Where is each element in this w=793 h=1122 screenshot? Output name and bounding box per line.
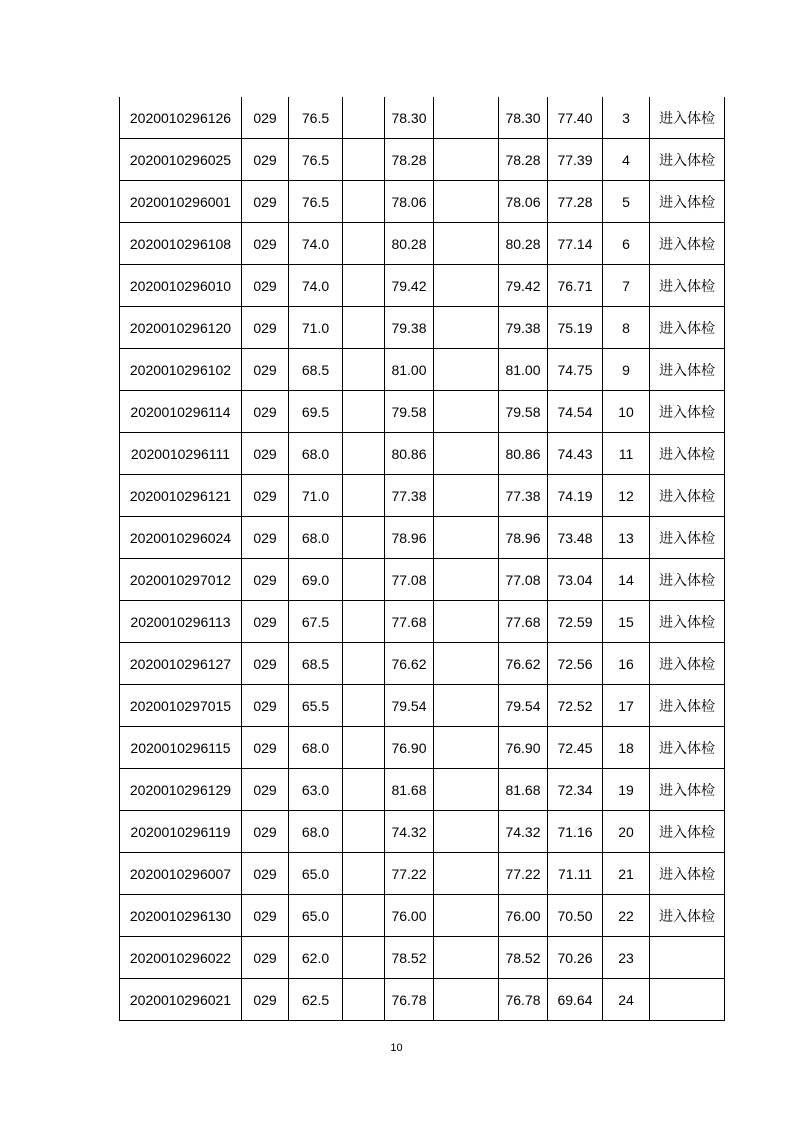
interview-score-cell: 78.06 [385, 181, 434, 223]
blank-cell [343, 895, 385, 937]
interview-score-cell: 81.00 [385, 349, 434, 391]
candidate-id-cell: 2020010296010 [120, 265, 242, 307]
interview-final-cell: 76.62 [499, 643, 548, 685]
interview-final-cell: 79.42 [499, 265, 548, 307]
position-code-cell: 029 [242, 139, 289, 181]
table-row [120, 391, 725, 433]
blank-cell [343, 517, 385, 559]
blank-cell [434, 685, 499, 727]
table-row [120, 979, 725, 1021]
status-cell: 进入体检 [650, 811, 725, 853]
rank-cell: 6 [603, 223, 650, 265]
interview-final-cell: 76.00 [499, 895, 548, 937]
blank-cell [343, 937, 385, 979]
written-score-cell: 68.0 [289, 433, 343, 475]
total-score-cell: 69.64 [548, 979, 603, 1021]
interview-final-cell: 80.28 [499, 223, 548, 265]
rank-cell: 19 [603, 769, 650, 811]
table-row [120, 265, 725, 307]
interview-final-cell: 80.86 [499, 433, 548, 475]
blank-cell [343, 181, 385, 223]
written-score-cell: 67.5 [289, 601, 343, 643]
rank-cell: 3 [603, 97, 650, 139]
blank-cell [343, 811, 385, 853]
blank-cell [343, 559, 385, 601]
position-code-cell: 029 [242, 307, 289, 349]
candidate-id-cell: 2020010296121 [120, 475, 242, 517]
status-cell: 进入体检 [650, 139, 725, 181]
candidate-id-cell: 2020010296022 [120, 937, 242, 979]
interview-score-cell: 74.32 [385, 811, 434, 853]
interview-score-cell: 76.00 [385, 895, 434, 937]
interview-final-cell: 79.58 [499, 391, 548, 433]
rank-cell: 10 [603, 391, 650, 433]
blank-cell [434, 601, 499, 643]
rank-cell: 7 [603, 265, 650, 307]
blank-cell [434, 769, 499, 811]
total-score-cell: 74.43 [548, 433, 603, 475]
written-score-cell: 74.0 [289, 265, 343, 307]
blank-cell [343, 223, 385, 265]
rank-cell: 13 [603, 517, 650, 559]
table-row [120, 139, 725, 181]
table-row [120, 937, 725, 979]
total-score-cell: 77.14 [548, 223, 603, 265]
blank-cell [434, 979, 499, 1021]
blank-cell [434, 727, 499, 769]
candidate-id-cell: 2020010296114 [120, 391, 242, 433]
interview-final-cell: 77.22 [499, 853, 548, 895]
table-row [120, 181, 725, 223]
candidate-id-cell: 2020010296007 [120, 853, 242, 895]
interview-score-cell: 79.58 [385, 391, 434, 433]
blank-cell [343, 349, 385, 391]
interview-final-cell: 78.30 [499, 97, 548, 139]
position-code-cell: 029 [242, 349, 289, 391]
position-code-cell: 029 [242, 643, 289, 685]
total-score-cell: 72.56 [548, 643, 603, 685]
interview-score-cell: 80.28 [385, 223, 434, 265]
table-row [120, 811, 725, 853]
candidate-id-cell: 2020010296126 [120, 97, 242, 139]
written-score-cell: 71.0 [289, 475, 343, 517]
blank-cell [434, 895, 499, 937]
blank-cell [343, 307, 385, 349]
candidate-id-cell: 2020010296021 [120, 979, 242, 1021]
position-code-cell: 029 [242, 895, 289, 937]
interview-final-cell: 78.28 [499, 139, 548, 181]
total-score-cell: 72.45 [548, 727, 603, 769]
rank-cell: 15 [603, 601, 650, 643]
total-score-cell: 74.19 [548, 475, 603, 517]
table-row [120, 223, 725, 265]
interview-score-cell: 80.86 [385, 433, 434, 475]
table-row [120, 643, 725, 685]
blank-cell [434, 937, 499, 979]
candidate-id-cell: 2020010296111 [120, 433, 242, 475]
position-code-cell: 029 [242, 559, 289, 601]
candidate-id-cell: 2020010297015 [120, 685, 242, 727]
written-score-cell: 68.5 [289, 349, 343, 391]
blank-cell [343, 643, 385, 685]
rank-cell: 9 [603, 349, 650, 391]
written-score-cell: 68.5 [289, 643, 343, 685]
status-cell: 进入体检 [650, 853, 725, 895]
candidate-id-cell: 2020010296119 [120, 811, 242, 853]
blank-cell [343, 139, 385, 181]
table-row [120, 727, 725, 769]
blank-cell [343, 979, 385, 1021]
written-score-cell: 68.0 [289, 517, 343, 559]
total-score-cell: 72.52 [548, 685, 603, 727]
total-score-cell: 77.28 [548, 181, 603, 223]
blank-cell [434, 811, 499, 853]
total-score-cell: 72.34 [548, 769, 603, 811]
table-row [120, 433, 725, 475]
interview-score-cell: 76.78 [385, 979, 434, 1021]
blank-cell [434, 181, 499, 223]
total-score-cell: 74.54 [548, 391, 603, 433]
interview-score-cell: 77.38 [385, 475, 434, 517]
blank-cell [434, 307, 499, 349]
written-score-cell: 65.0 [289, 895, 343, 937]
interview-score-cell: 79.38 [385, 307, 434, 349]
interview-score-cell: 78.30 [385, 97, 434, 139]
blank-cell [343, 97, 385, 139]
candidate-id-cell: 2020010297012 [120, 559, 242, 601]
rank-cell: 8 [603, 307, 650, 349]
total-score-cell: 76.71 [548, 265, 603, 307]
status-cell: 进入体检 [650, 391, 725, 433]
status-cell: 进入体检 [650, 181, 725, 223]
position-code-cell: 029 [242, 979, 289, 1021]
interview-score-cell: 79.54 [385, 685, 434, 727]
blank-cell [434, 475, 499, 517]
blank-cell [434, 853, 499, 895]
written-score-cell: 68.0 [289, 727, 343, 769]
interview-final-cell: 76.78 [499, 979, 548, 1021]
table-row [120, 307, 725, 349]
written-score-cell: 63.0 [289, 769, 343, 811]
blank-cell [343, 433, 385, 475]
status-cell: 进入体检 [650, 265, 725, 307]
rank-cell: 17 [603, 685, 650, 727]
candidate-id-cell: 2020010296115 [120, 727, 242, 769]
blank-cell [434, 559, 499, 601]
status-cell: 进入体检 [650, 559, 725, 601]
interview-score-cell: 76.90 [385, 727, 434, 769]
written-score-cell: 71.0 [289, 307, 343, 349]
position-code-cell: 029 [242, 97, 289, 139]
interview-score-cell: 77.22 [385, 853, 434, 895]
written-score-cell: 76.5 [289, 181, 343, 223]
written-score-cell: 65.0 [289, 853, 343, 895]
total-score-cell: 75.19 [548, 307, 603, 349]
total-score-cell: 71.11 [548, 853, 603, 895]
interview-final-cell: 77.68 [499, 601, 548, 643]
table-row [120, 895, 725, 937]
interview-final-cell: 77.38 [499, 475, 548, 517]
blank-cell [434, 643, 499, 685]
blank-cell [343, 853, 385, 895]
interview-final-cell: 81.68 [499, 769, 548, 811]
interview-score-cell: 78.96 [385, 517, 434, 559]
status-cell [650, 937, 725, 979]
interview-final-cell: 77.08 [499, 559, 548, 601]
total-score-cell: 73.04 [548, 559, 603, 601]
blank-cell [434, 517, 499, 559]
rank-cell: 20 [603, 811, 650, 853]
blank-cell [343, 601, 385, 643]
table-row [120, 685, 725, 727]
status-cell: 进入体检 [650, 601, 725, 643]
status-cell: 进入体检 [650, 517, 725, 559]
position-code-cell: 029 [242, 937, 289, 979]
candidate-id-cell: 2020010296120 [120, 307, 242, 349]
candidate-id-cell: 2020010296001 [120, 181, 242, 223]
interview-final-cell: 78.52 [499, 937, 548, 979]
rank-cell: 12 [603, 475, 650, 517]
status-cell: 进入体检 [650, 685, 725, 727]
blank-cell [434, 265, 499, 307]
total-score-cell: 74.75 [548, 349, 603, 391]
status-cell: 进入体检 [650, 769, 725, 811]
total-score-cell: 77.39 [548, 139, 603, 181]
rank-cell: 24 [603, 979, 650, 1021]
written-score-cell: 74.0 [289, 223, 343, 265]
interview-score-cell: 77.68 [385, 601, 434, 643]
written-score-cell: 62.0 [289, 937, 343, 979]
table-row [120, 559, 725, 601]
table-row [120, 601, 725, 643]
total-score-cell: 70.26 [548, 937, 603, 979]
position-code-cell: 029 [242, 517, 289, 559]
candidate-id-cell: 2020010296025 [120, 139, 242, 181]
written-score-cell: 69.0 [289, 559, 343, 601]
rank-cell: 23 [603, 937, 650, 979]
blank-cell [434, 223, 499, 265]
table-body [120, 97, 725, 1021]
position-code-cell: 029 [242, 223, 289, 265]
blank-cell [434, 433, 499, 475]
candidate-id-cell: 2020010296130 [120, 895, 242, 937]
candidate-id-cell: 2020010296113 [120, 601, 242, 643]
status-cell: 进入体检 [650, 433, 725, 475]
interview-score-cell: 76.62 [385, 643, 434, 685]
interview-score-cell: 81.68 [385, 769, 434, 811]
blank-cell [434, 139, 499, 181]
status-cell: 进入体检 [650, 643, 725, 685]
blank-cell [343, 265, 385, 307]
interview-score-cell: 79.42 [385, 265, 434, 307]
status-cell: 进入体检 [650, 97, 725, 139]
status-cell [650, 979, 725, 1021]
position-code-cell: 029 [242, 181, 289, 223]
rank-cell: 16 [603, 643, 650, 685]
blank-cell [343, 475, 385, 517]
interview-final-cell: 79.54 [499, 685, 548, 727]
written-score-cell: 76.5 [289, 97, 343, 139]
rank-cell: 22 [603, 895, 650, 937]
rank-cell: 14 [603, 559, 650, 601]
blank-cell [343, 727, 385, 769]
candidate-id-cell: 2020010296129 [120, 769, 242, 811]
total-score-cell: 77.40 [548, 97, 603, 139]
interview-score-cell: 78.28 [385, 139, 434, 181]
interview-final-cell: 79.38 [499, 307, 548, 349]
interview-final-cell: 81.00 [499, 349, 548, 391]
position-code-cell: 029 [242, 391, 289, 433]
blank-cell [343, 685, 385, 727]
position-code-cell: 029 [242, 769, 289, 811]
status-cell: 进入体检 [650, 475, 725, 517]
written-score-cell: 62.5 [289, 979, 343, 1021]
rank-cell: 21 [603, 853, 650, 895]
candidate-id-cell: 2020010296024 [120, 517, 242, 559]
written-score-cell: 76.5 [289, 139, 343, 181]
written-score-cell: 68.0 [289, 811, 343, 853]
table-row [120, 769, 725, 811]
written-score-cell: 69.5 [289, 391, 343, 433]
blank-cell [434, 391, 499, 433]
rank-cell: 5 [603, 181, 650, 223]
interview-final-cell: 78.96 [499, 517, 548, 559]
table-row [120, 97, 725, 139]
status-cell: 进入体检 [650, 727, 725, 769]
interview-final-cell: 78.06 [499, 181, 548, 223]
position-code-cell: 029 [242, 601, 289, 643]
rank-cell: 18 [603, 727, 650, 769]
position-code-cell: 029 [242, 433, 289, 475]
candidate-id-cell: 2020010296108 [120, 223, 242, 265]
blank-cell [343, 769, 385, 811]
table-row [120, 517, 725, 559]
blank-cell [343, 391, 385, 433]
rank-cell: 4 [603, 139, 650, 181]
interview-score-cell: 77.08 [385, 559, 434, 601]
interview-final-cell: 74.32 [499, 811, 548, 853]
status-cell: 进入体检 [650, 349, 725, 391]
status-cell: 进入体检 [650, 223, 725, 265]
written-score-cell: 65.5 [289, 685, 343, 727]
table-row [120, 475, 725, 517]
table-row [120, 349, 725, 391]
total-score-cell: 72.59 [548, 601, 603, 643]
blank-cell [434, 97, 499, 139]
position-code-cell: 029 [242, 853, 289, 895]
blank-cell [434, 349, 499, 391]
table-row [120, 853, 725, 895]
interview-final-cell: 76.90 [499, 727, 548, 769]
interview-score-cell: 78.52 [385, 937, 434, 979]
status-cell: 进入体检 [650, 895, 725, 937]
candidate-id-cell: 2020010296127 [120, 643, 242, 685]
candidate-id-cell: 2020010296102 [120, 349, 242, 391]
page-number: 10 [390, 1042, 403, 1054]
position-code-cell: 029 [242, 475, 289, 517]
position-code-cell: 029 [242, 685, 289, 727]
position-code-cell: 029 [242, 811, 289, 853]
score-table [119, 97, 725, 1021]
position-code-cell: 029 [242, 265, 289, 307]
position-code-cell: 029 [242, 727, 289, 769]
total-score-cell: 71.16 [548, 811, 603, 853]
status-cell: 进入体检 [650, 307, 725, 349]
rank-cell: 11 [603, 433, 650, 475]
total-score-cell: 70.50 [548, 895, 603, 937]
total-score-cell: 73.48 [548, 517, 603, 559]
